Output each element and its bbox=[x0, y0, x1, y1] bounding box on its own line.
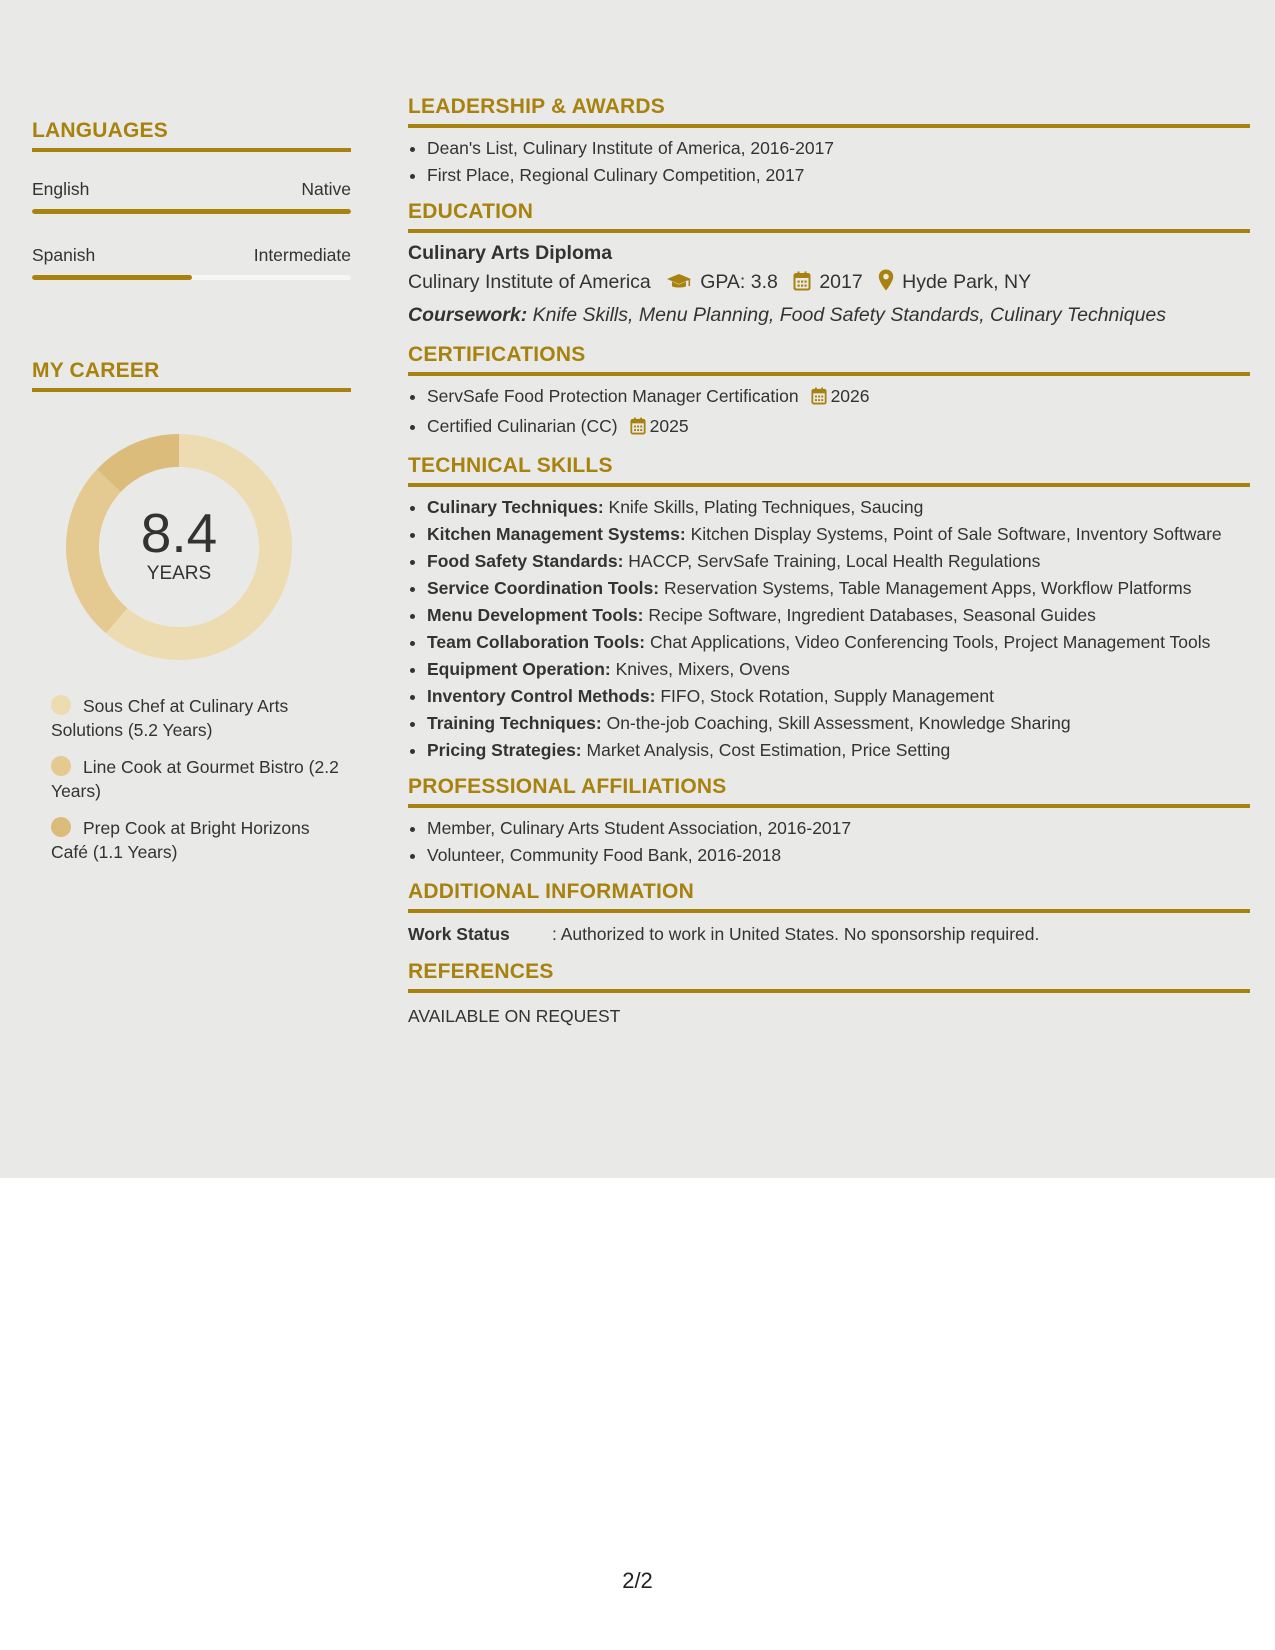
language-proficiency-fill bbox=[32, 209, 351, 214]
skill-values: Recipe Software, Ingredient Databases, Seasonal Guides bbox=[648, 605, 1096, 625]
language-proficiency-bar bbox=[32, 275, 351, 280]
skill-category: Pricing Strategies: bbox=[427, 740, 582, 760]
leadership-rule bbox=[408, 124, 1250, 128]
certifications-list bbox=[408, 384, 1250, 441]
page-number: 2/2 bbox=[622, 1568, 653, 1593]
legend-label: Line Cook at Gourmet Bistro (2.2 Years) bbox=[51, 757, 339, 801]
language-name: English bbox=[32, 179, 90, 199]
language-level: Intermediate bbox=[253, 245, 351, 265]
additional-info-section bbox=[408, 879, 1250, 947]
legend-label: Prep Cook at Bright Horizons Café (1.1 Years) bbox=[51, 818, 310, 862]
skill-values: Market Analysis, Cost Estimation, Price Setting bbox=[586, 740, 951, 760]
work-status-label: Work Status bbox=[408, 924, 510, 944]
legend-dot bbox=[51, 817, 71, 837]
list-item: • Member, Culinary Arts Student Association, 2016-2017 bbox=[427, 816, 1250, 840]
left-column bbox=[32, 118, 351, 877]
list-item bbox=[427, 684, 1250, 708]
list-item bbox=[427, 657, 1250, 681]
certification-year: 2026 bbox=[830, 386, 870, 406]
coursework-label: Coursework: bbox=[408, 304, 528, 326]
calendar-icon bbox=[811, 387, 827, 411]
skill-values: Knife Skills, Plating Techniques, Saucing bbox=[608, 497, 924, 517]
language-proficiency-bar bbox=[32, 209, 351, 214]
list-item bbox=[427, 576, 1250, 600]
references-rule bbox=[408, 989, 1250, 993]
affiliations-rule bbox=[408, 804, 1250, 808]
calendar-icon bbox=[630, 417, 646, 441]
skill-category: Menu Development Tools: bbox=[427, 605, 644, 625]
list-item bbox=[427, 630, 1250, 654]
education-heading: EDUCATION bbox=[408, 200, 534, 223]
references-section bbox=[408, 959, 1250, 1030]
additional-info-rule bbox=[408, 909, 1250, 913]
skill-category: Service Coordination Tools: bbox=[427, 578, 660, 598]
language-name: Spanish bbox=[32, 245, 96, 265]
certification-name: ServSafe Food Protection Manager Certification bbox=[427, 386, 799, 406]
education-section bbox=[408, 199, 1250, 330]
language-item bbox=[32, 178, 351, 214]
skill-values: FIFO, Stock Rotation, Supply Management bbox=[660, 686, 994, 706]
skill-category: Inventory Control Methods: bbox=[427, 686, 656, 706]
skill-category: Kitchen Management Systems: bbox=[427, 524, 686, 544]
legend-item bbox=[51, 816, 341, 864]
language-level: Native bbox=[301, 179, 351, 199]
coursework-list: Knife Skills, Menu Planning, Food Safety Standards, Culinary Techniques bbox=[532, 304, 1167, 326]
skill-category: Culinary Techniques: bbox=[427, 497, 604, 517]
legend-item bbox=[51, 694, 341, 742]
certifications-rule bbox=[408, 372, 1250, 376]
work-status-value: : Authorized to work in United States. No sponsorship required. bbox=[552, 924, 1040, 944]
languages-heading: LANGUAGES bbox=[32, 119, 168, 142]
certification-name: Certified Culinarian (CC) bbox=[427, 416, 618, 436]
language-proficiency-fill bbox=[32, 275, 192, 280]
skills-list bbox=[408, 495, 1250, 762]
skill-category: Team Collaboration Tools: bbox=[427, 632, 646, 652]
skill-values: Knives, Mixers, Ovens bbox=[615, 659, 790, 679]
certifications-section bbox=[408, 342, 1250, 441]
skill-category: Training Techniques: bbox=[427, 713, 602, 733]
gpa: GPA: 3.8 bbox=[700, 271, 778, 293]
affiliations-heading: PROFESSIONAL AFFILIATIONS bbox=[408, 775, 727, 798]
leadership-list bbox=[408, 136, 1250, 187]
skill-values: On-the-job Coaching, Skill Assessment, Knowledge Sharing bbox=[606, 713, 1071, 733]
list-item: • Dean's List, Culinary Institute of America, 2016-2017 bbox=[427, 136, 1250, 160]
language-item bbox=[32, 244, 351, 280]
skill-values: Kitchen Display Systems, Point of Sale Software, Inventory Software bbox=[690, 524, 1222, 544]
list-item: • First Place, Regional Culinary Competition, 2017 bbox=[427, 163, 1250, 187]
career-total-unit: YEARS bbox=[146, 563, 212, 584]
legend-label: Sous Chef at Culinary Arts Solutions (5.2 Years) bbox=[51, 696, 289, 740]
skills-section bbox=[408, 453, 1250, 762]
degree-title: Culinary Arts Diploma bbox=[408, 242, 613, 264]
skill-values: HACCP, ServSafe Training, Local Health Regulations bbox=[628, 551, 1041, 571]
additional-info-heading: ADDITIONAL INFORMATION bbox=[408, 880, 694, 903]
certification-year: 2025 bbox=[649, 416, 689, 436]
graduation-cap-icon bbox=[666, 270, 692, 300]
location-pin-icon bbox=[878, 269, 894, 300]
leadership-heading: LEADERSHIP & AWARDS bbox=[408, 95, 665, 118]
graduation-year: 2017 bbox=[819, 271, 863, 293]
affiliations-section bbox=[408, 774, 1250, 867]
skills-heading: TECHNICAL SKILLS bbox=[408, 454, 613, 477]
legend-dot bbox=[51, 756, 71, 776]
education-rule bbox=[408, 229, 1250, 233]
legend-dot bbox=[51, 695, 71, 715]
career-rule bbox=[32, 388, 351, 392]
work-status-row bbox=[408, 921, 1250, 947]
languages-rule bbox=[32, 148, 351, 152]
affiliations-list bbox=[408, 816, 1250, 867]
donut-center bbox=[66, 434, 292, 660]
list-item bbox=[427, 495, 1250, 519]
list-item bbox=[427, 711, 1250, 735]
list-item bbox=[427, 549, 1250, 573]
list-item bbox=[427, 603, 1250, 627]
calendar-icon bbox=[793, 270, 811, 300]
list-item bbox=[427, 414, 1250, 441]
references-heading: REFERENCES bbox=[408, 960, 554, 983]
skill-category: Food Safety Standards: bbox=[427, 551, 624, 571]
school-name: Culinary Institute of America bbox=[408, 271, 651, 293]
career-legend bbox=[51, 694, 341, 864]
leadership-section bbox=[408, 94, 1250, 187]
skill-values: Chat Applications, Video Conferencing Tools, Project Management Tools bbox=[649, 632, 1211, 652]
coursework-line bbox=[408, 300, 1250, 330]
degree-details bbox=[408, 267, 1250, 300]
career-donut-chart bbox=[66, 434, 292, 660]
school-location: Hyde Park, NY bbox=[902, 271, 1032, 293]
skill-values: Reservation Systems, Table Management Apps, Workflow Platforms bbox=[663, 578, 1192, 598]
list-item bbox=[427, 738, 1250, 762]
certifications-heading: CERTIFICATIONS bbox=[408, 343, 586, 366]
references-text: AVAILABLE ON REQUEST bbox=[408, 1006, 621, 1026]
legend-item bbox=[51, 755, 341, 803]
list-item: • Volunteer, Community Food Bank, 2016-2018 bbox=[427, 843, 1250, 867]
list-item bbox=[427, 384, 1250, 411]
list-item bbox=[427, 522, 1250, 546]
skill-category: Equipment Operation: bbox=[427, 659, 611, 679]
skills-rule bbox=[408, 483, 1250, 487]
career-heading: MY CAREER bbox=[32, 359, 160, 382]
career-total-years: 8.4 bbox=[140, 502, 218, 564]
right-column bbox=[408, 94, 1250, 1042]
